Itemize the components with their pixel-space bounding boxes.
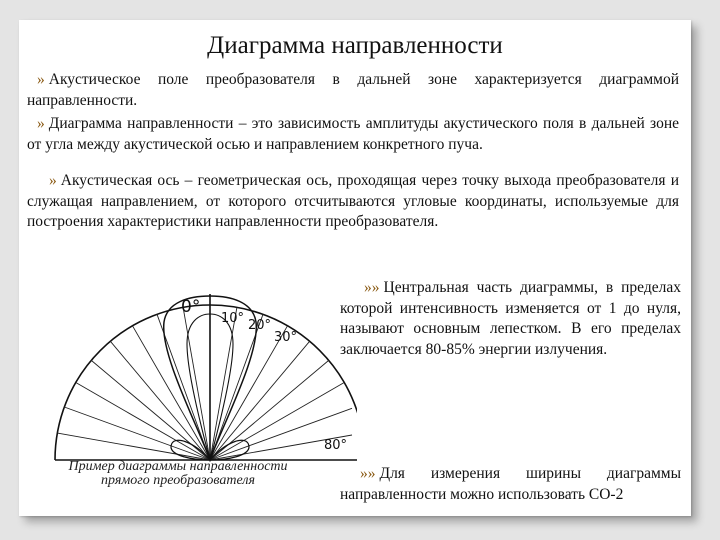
diagram-radial-lines <box>57 307 352 460</box>
slide <box>19 20 691 516</box>
paragraph-intro <box>27 70 679 111</box>
bullet-marker: »» <box>360 465 376 482</box>
paragraph-main-lobe-text: Центральная часть диаграммы, в пределах которой интенсивность изменяется от 1 до нуля, называют основным лепестком. В его пределах заключается 80-85% энергии излучения. <box>340 279 681 358</box>
bullet-marker: » <box>37 115 45 132</box>
bullet-marker: »» <box>364 279 380 296</box>
paragraph-intro-text: Акустическое поле преобразователя в дальней зоне характеризуется диаграммой направленности. <box>27 71 679 109</box>
paragraph-axis <box>27 171 679 233</box>
slide-title: Диаграмма направленности <box>207 32 503 59</box>
bullet-marker: » <box>37 71 45 88</box>
paragraph-measurement <box>340 464 681 505</box>
angle-label-20: 20° <box>248 318 272 333</box>
angle-label-30: 30° <box>274 330 298 345</box>
paragraph-measurement-text: Для измерения ширины диаграммы направленности можно использовать СО-2 <box>340 465 681 503</box>
angle-label-10: 10° <box>221 311 245 326</box>
angle-label-0: 0° <box>181 297 201 317</box>
bullet-marker: » <box>49 172 57 189</box>
diagram-caption: Пример диаграммы направленности прямого преобразователя <box>68 459 288 488</box>
paragraph-main-lobe <box>340 278 681 360</box>
paragraph-axis-text: Акустическая ось – геометрическая ось, проходящая через точку выхода преобразователя и служащая направлением, от которого отсчитываются угловые координаты, используемые для построения характеристики направленности преобразователя. <box>27 172 679 230</box>
paragraph-definition-text: Диаграмма направленности – это зависимость амплитуды акустического поля в дальней зоне от угла между акустической осью и направлением конкретного пучa. <box>27 115 679 153</box>
angle-label-80: 80° <box>324 438 348 453</box>
paragraph-definition <box>27 114 679 155</box>
